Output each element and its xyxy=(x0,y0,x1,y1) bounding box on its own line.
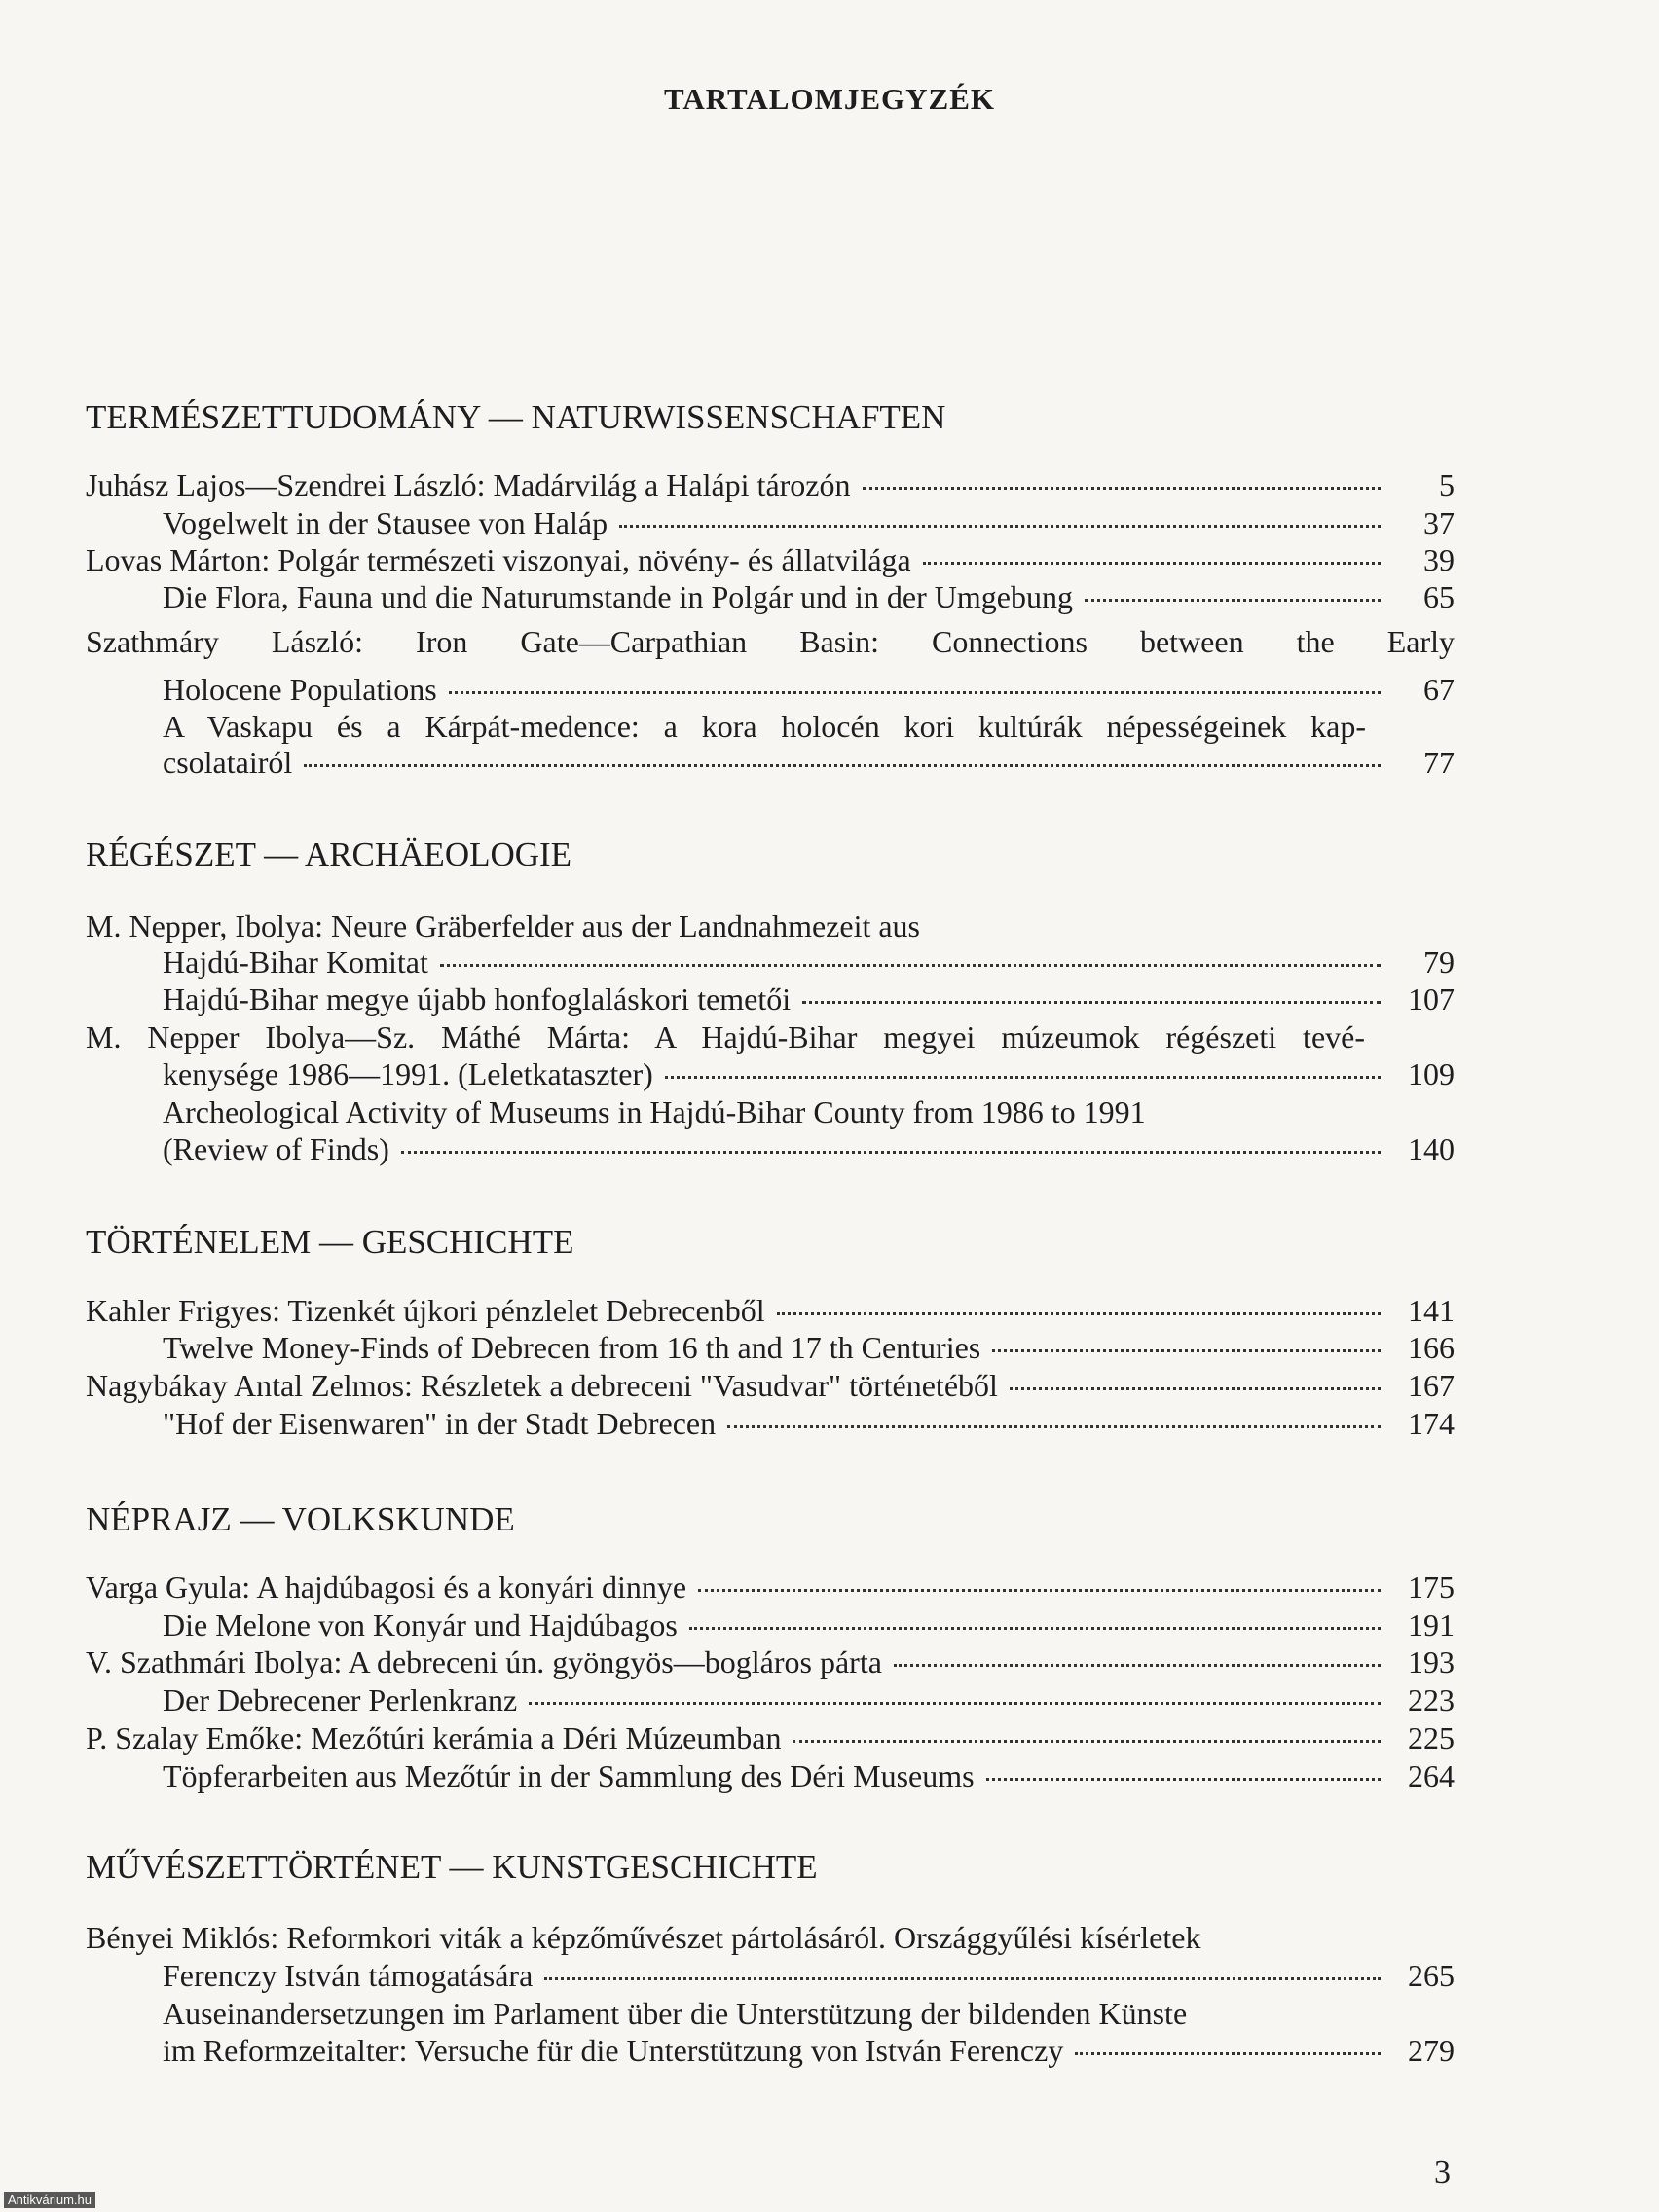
dot-leader xyxy=(304,764,1381,767)
section-heading-neprajz: NÉPRAJZ — VOLKSKUNDE xyxy=(86,1500,515,1538)
entry-title: Twelve Money-Finds of Debrecen from 16 th and 17 th Centuries xyxy=(163,1330,981,1365)
page-number: 3 xyxy=(1434,2155,1451,2191)
entry-title: Kahler Frigyes: Tizenkét újkori pénzlelet Debrecenből xyxy=(86,1293,765,1328)
dot-leader xyxy=(698,1589,1381,1592)
toc-entry xyxy=(86,1292,1455,1329)
entry-page: 37 xyxy=(1423,505,1455,540)
dot-leader xyxy=(1010,1387,1381,1390)
section-heading-tortenelem: TÖRTÉNELEM — GESCHICHTE xyxy=(86,1223,574,1261)
dot-leader xyxy=(529,1702,1381,1705)
watermark: Antikvárium.hu xyxy=(4,2192,95,2208)
toc-entry xyxy=(163,1130,1455,1167)
entry-page: 77 xyxy=(1423,745,1455,780)
entry-page: 264 xyxy=(1408,1758,1455,1793)
dot-leader xyxy=(619,525,1381,528)
entry-title: Juhász Lajos—Szendrei László: Madárvilág a Halápi tározón xyxy=(86,467,851,502)
entry-title: im Reformzeitalter: Versuche für die Unterstützung von István Ferenczy xyxy=(163,2033,1064,2068)
entry-title: P. Szalay Emőke: Mezőtúri kerámia a Déri Múzeumban xyxy=(86,1720,782,1755)
toc-entry xyxy=(86,1643,1455,1680)
toc-entry xyxy=(86,541,1455,578)
entry-page: 193 xyxy=(1408,1644,1455,1679)
dot-leader xyxy=(440,964,1381,967)
entry-page: 79 xyxy=(1423,944,1455,979)
toc-entry xyxy=(163,578,1455,615)
entry-page: 39 xyxy=(1423,542,1455,577)
entry-page: 67 xyxy=(1423,672,1455,707)
entry-title: Die Melone von Konyár und Hajdúbagos xyxy=(163,1607,678,1642)
toc-entry xyxy=(163,980,1455,1017)
entry-title: "Hof der Eisenwaren" in der Stadt Debrecen xyxy=(163,1406,717,1441)
dot-leader xyxy=(802,1001,1381,1004)
toc-entry-continued: A Vaskapu és a Kárpát-medence: a kora holocén kori kultúrák népességeinek kap- xyxy=(163,709,1366,744)
toc-entry xyxy=(163,1055,1455,1092)
entry-title: Holocene Populations xyxy=(163,672,437,707)
entry-page: 279 xyxy=(1408,2033,1455,2068)
section-heading-muveszettortenet: MŰVÉSZETTÖRTÉNET — KUNSTGESCHICHTE xyxy=(86,1848,818,1886)
entry-title: V. Szathmári Ibolya: A debreceni ún. gyöngyös—bogláros párta xyxy=(86,1644,882,1679)
toc-entry xyxy=(163,1405,1455,1442)
entry-page: 141 xyxy=(1408,1293,1455,1328)
toc-entry xyxy=(163,1606,1455,1643)
entry-page: 175 xyxy=(1408,1569,1455,1604)
entry-page: 167 xyxy=(1408,1368,1455,1403)
section-heading-regeszet: RÉGÉSZET — ARCHÄEOLOGIE xyxy=(86,835,572,873)
entry-title: Hajdú-Bihar Komitat xyxy=(163,944,428,979)
dot-leader xyxy=(777,1312,1381,1315)
dot-leader xyxy=(992,1349,1381,1352)
section-heading-termeszettudomany: TERMÉSZETTUDOMÁNY — NATURWISSENSCHAFTEN xyxy=(86,398,946,436)
entry-title: Vogelwelt in der Stausee von Haláp xyxy=(163,505,608,540)
dot-leader xyxy=(986,1778,1381,1781)
dot-leader xyxy=(727,1425,1381,1428)
toc-entry xyxy=(163,671,1455,708)
dot-leader xyxy=(401,1151,1381,1154)
toc-entry xyxy=(86,1568,1455,1605)
toc-entry xyxy=(163,1757,1455,1794)
toc-entry-continued: Archeological Activity of Museums in Hajdú-Bihar County from 1986 to 1991 xyxy=(163,1094,1146,1129)
entry-page: 107 xyxy=(1408,981,1455,1016)
toc-entry xyxy=(86,466,1455,503)
entry-page: 225 xyxy=(1408,1720,1455,1755)
page-title: TARTALOMJEGYZÉK xyxy=(663,82,995,116)
entry-page: 223 xyxy=(1408,1682,1455,1717)
entry-title: Töpferarbeiten aus Mezőtúr in der Sammlung des Déri Museums xyxy=(163,1758,975,1793)
entry-title: Nagybákay Antal Zelmos: Részletek a debreceni "Vasudvar" történetéből xyxy=(86,1368,998,1403)
entry-title: Varga Gyula: A hajdúbagosi és a konyári dinnye xyxy=(86,1569,687,1604)
dot-leader xyxy=(923,562,1381,565)
entry-title: csolatairól xyxy=(163,745,293,780)
dot-leader xyxy=(793,1740,1381,1743)
toc-entry xyxy=(163,1681,1455,1718)
dot-leader xyxy=(689,1627,1381,1630)
toc-entry-continued: Auseinandersetzungen im Parlament über die Unterstützung der bildenden Künste xyxy=(163,1996,1188,2031)
entry-title: kenysége 1986—1991. (Leletkataszter) xyxy=(163,1056,653,1091)
toc-entry-continued: M. Nepper Ibolya—Sz. Máthé Márta: A Hajdú-Bihar megyei múzeumok régészeti tevé- xyxy=(86,1019,1365,1054)
entry-title: Die Flora, Fauna und die Naturumstande in Polgár und in der Umgebung xyxy=(163,579,1073,614)
dot-leader xyxy=(1085,599,1381,602)
toc-entry xyxy=(163,1329,1455,1366)
toc-entry xyxy=(163,744,1455,781)
entry-page: 109 xyxy=(1408,1056,1455,1091)
dot-leader xyxy=(1075,2052,1381,2055)
entry-title: Lovas Márton: Polgár természeti viszonyai, növény- és állatvilága xyxy=(86,542,911,577)
toc-entry-continued: M. Nepper, Ibolya: Neure Gräberfelder aus der Landnahmezeit aus xyxy=(86,908,920,943)
dot-leader xyxy=(894,1664,1381,1667)
entry-page: 174 xyxy=(1408,1406,1455,1441)
entry-title: Hajdú-Bihar megye újabb honfoglaláskori temetői xyxy=(163,981,792,1016)
entry-page: 191 xyxy=(1408,1607,1455,1642)
toc-entry-continued: Bényei Miklós: Reformkori viták a képzőművészet pártolásáról. Országgyűlési kísérletek xyxy=(86,1920,1201,1955)
entry-page: 265 xyxy=(1408,1958,1455,1993)
entry-page: 5 xyxy=(1439,467,1455,502)
dot-leader xyxy=(863,487,1382,490)
dot-leader xyxy=(449,691,1381,694)
toc-entry xyxy=(86,1719,1455,1756)
entry-page: 65 xyxy=(1423,579,1455,614)
toc-entry xyxy=(163,2032,1455,2069)
toc-entry xyxy=(86,1367,1455,1404)
toc-entry-continued: Szathmáry László: Iron Gate—Carpathian Basin: Connections between the Early xyxy=(86,624,1455,659)
entry-page: 140 xyxy=(1408,1131,1455,1166)
toc-entry xyxy=(163,504,1455,541)
entry-title: Ferenczy István támogatására xyxy=(163,1958,534,1993)
toc-entry xyxy=(163,1957,1455,1994)
entry-title: (Review of Finds) xyxy=(163,1131,389,1166)
dot-leader xyxy=(544,1977,1381,1980)
dot-leader xyxy=(665,1076,1381,1079)
entry-title: Der Debrecener Perlenkranz xyxy=(163,1682,518,1717)
toc-entry xyxy=(163,943,1455,980)
entry-page: 166 xyxy=(1408,1330,1455,1365)
